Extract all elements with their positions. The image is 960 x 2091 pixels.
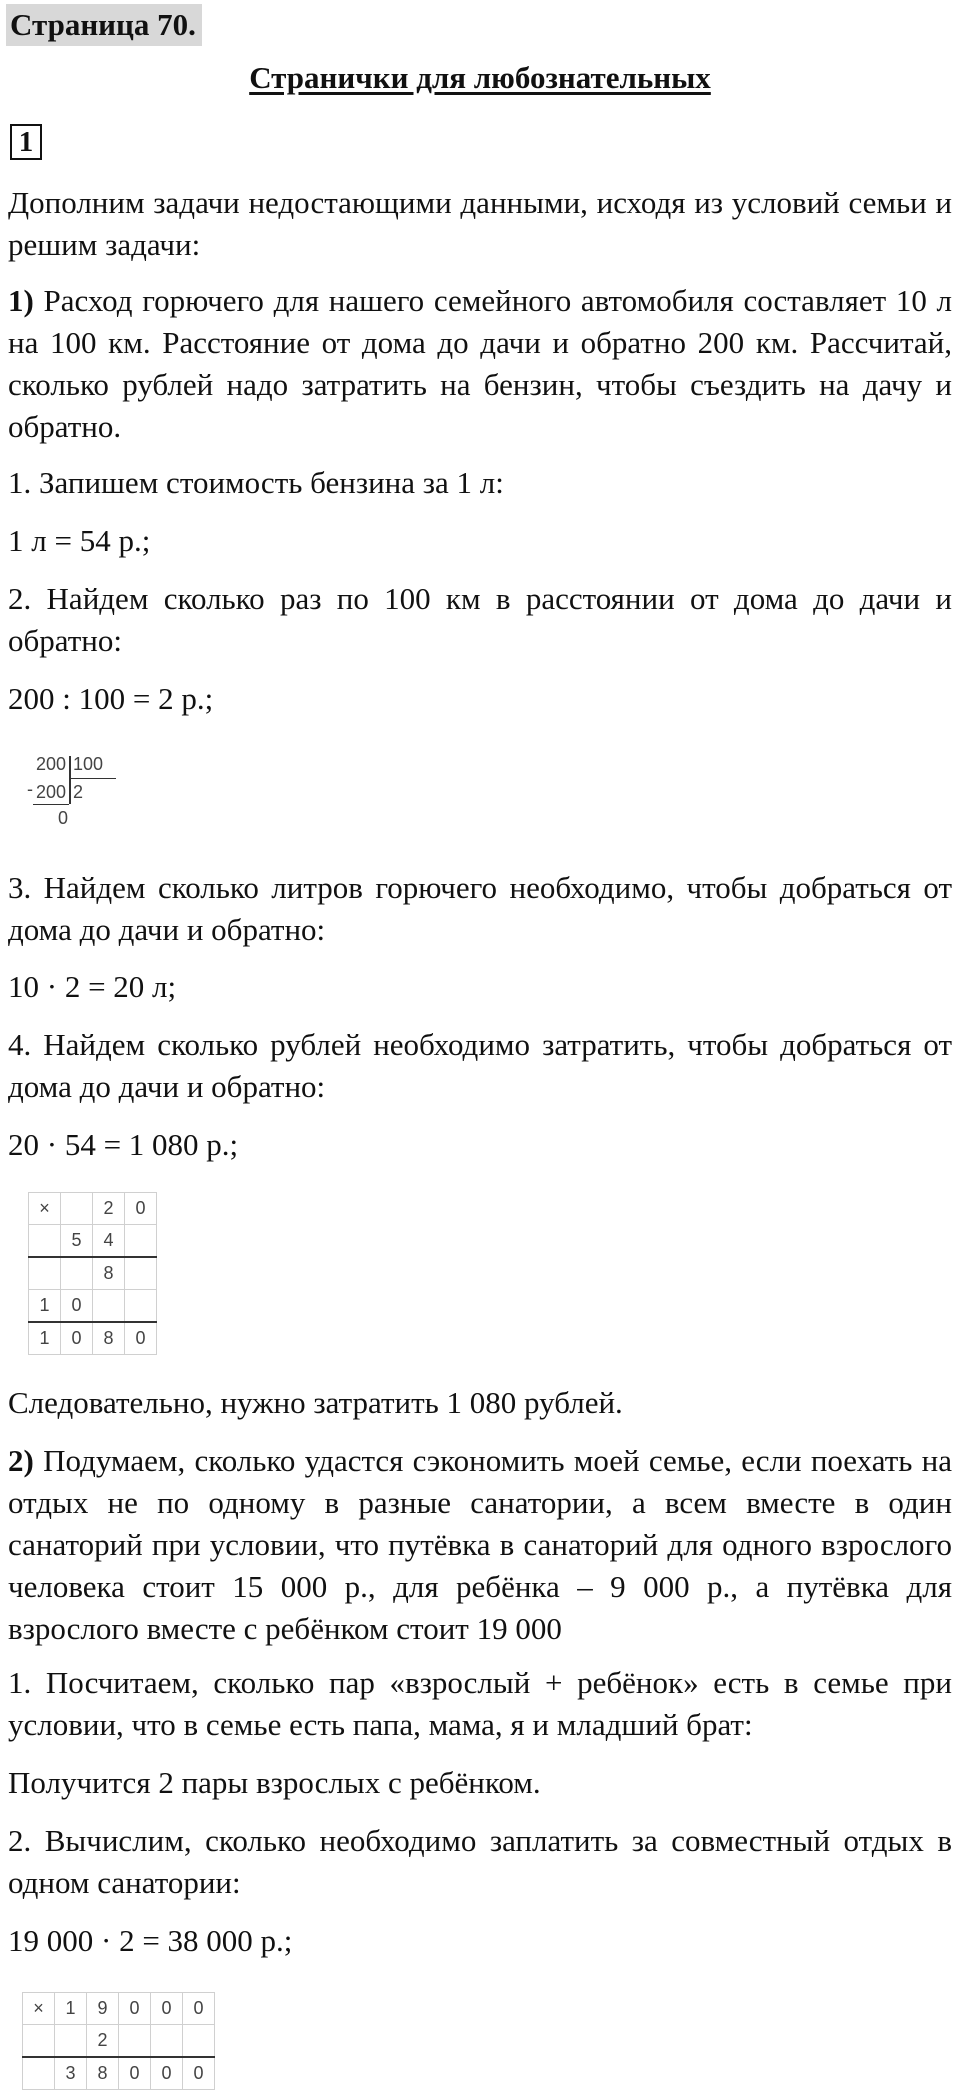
grid-cell: 0 (151, 1993, 183, 2025)
grid-cell: 1 (29, 1322, 61, 1355)
p1-equation-2: 200 : 100 = 2 р.; (8, 681, 214, 716)
division-vertical-line (69, 756, 71, 804)
problem-1-body: Расход горючего для нашего семейного автомобиля составляет 10 л на 100 км. Расстояние от дома до дачи и обратно 200 км. Рассчитай, сколько рублей надо затратить на бензин, чтобы съездить на дачу и обратно. (8, 283, 952, 444)
grid-cell: 0 (119, 2057, 151, 2090)
grid-cell: 0 (183, 2057, 215, 2090)
grid-cell: 0 (125, 1193, 157, 1225)
division-dividend: 200 (36, 754, 67, 774)
problem-2-body: Подумаем, сколько удастся сэкономить моей семье, если поехать на отдых не по одному в разные санатории, а всем вместе в один санаторий при условии, что путёвка в санаторий для одного взрослого человека стоит 15 000 р., для ребёнка – 9 000 р., а путёвка для взрослого вместе с ребёнком стоит 19 000 (8, 1443, 952, 1646)
division-quotient: 2 (73, 782, 84, 802)
problem-1-number: 1) (8, 283, 34, 318)
grid-cell: 2 (87, 2025, 119, 2058)
grid-row (29, 1225, 157, 1258)
grid-cell: 1 (29, 1290, 61, 1323)
problem-1-text (8, 280, 952, 448)
grid-cell: 8 (93, 1257, 125, 1290)
intro-text: Дополним задачи недостающими данными, исходя из условий семьи и решим задачи: (8, 185, 952, 262)
grid-cell: 8 (87, 2057, 119, 2090)
multiply-sign: × (29, 1193, 61, 1225)
grid-cell (125, 1257, 157, 1290)
division-divisor: 100 (73, 754, 104, 774)
grid-cell (29, 1225, 61, 1258)
grid-cell (61, 1193, 93, 1225)
p1-equation-1: 1 л = 54 р.; (8, 523, 151, 558)
grid-cell: 0 (61, 1322, 93, 1355)
grid-cell: 8 (93, 1322, 125, 1355)
grid-cell (151, 2025, 183, 2058)
grid-cell: 2 (93, 1193, 125, 1225)
grid-cell: 0 (183, 1993, 215, 2025)
long-division (24, 752, 124, 842)
p2-result-1: Получится 2 пары взрослых с ребёнком. (8, 1765, 541, 1800)
grid-cell: 0 (125, 1322, 157, 1355)
problem-2-text (8, 1440, 952, 1650)
p2-step-1: 1. Посчитаем, сколько пар «взрослый + ребёнок» есть в семье при условии, что в семье есть папа, мама, я и младший брат: (8, 1665, 952, 1742)
grid-cell (55, 2025, 87, 2058)
grid-cell: 0 (151, 2057, 183, 2090)
task-number-box: 1 (10, 124, 42, 160)
grid-cell (125, 1290, 157, 1323)
grid-row (29, 1322, 157, 1355)
grid-row (23, 1993, 215, 2025)
multiplication-grid-1 (28, 1192, 157, 1355)
multiplication-grid-2 (22, 1992, 215, 2090)
grid-cell (93, 1290, 125, 1323)
grid-cell (183, 2025, 215, 2058)
section-title: Странички для любознательных (249, 60, 711, 95)
grid-cell: 9 (87, 1993, 119, 2025)
division-remainder: 0 (58, 808, 69, 828)
division-horizontal-line (70, 778, 116, 779)
p2-step-2: 2. Вычислим, сколько необходимо заплатить за совместный отдых в одном санатории: (8, 1823, 952, 1900)
problem-2-number: 2) (8, 1443, 34, 1478)
grid-row (29, 1193, 157, 1225)
grid-row (23, 2025, 215, 2058)
p1-equation-3: 10 · 2 = 20 л; (8, 969, 177, 1004)
grid-cell (23, 2025, 55, 2058)
p1-equation-4: 20 · 54 = 1 080 р.; (8, 1127, 239, 1162)
p1-step-2: 2. Найдем сколько раз по 100 км в расстоянии от дома до дачи и обратно: (8, 581, 952, 658)
grid-row (29, 1257, 157, 1290)
grid-cell: 3 (55, 2057, 87, 2090)
grid-cell: 1 (55, 1993, 87, 2025)
grid-cell (119, 2025, 151, 2058)
p1-conclusion: Следовательно, нужно затратить 1 080 рублей. (8, 1385, 623, 1420)
division-product: 200 (36, 782, 67, 802)
grid-cell: 5 (61, 1225, 93, 1258)
multiply-sign: × (23, 1993, 55, 2025)
grid-cell (61, 1257, 93, 1290)
grid-cell: 0 (119, 1993, 151, 2025)
grid-row (23, 2057, 215, 2090)
grid-row (29, 1290, 157, 1323)
page-header: Страница 70. (6, 4, 202, 46)
grid-cell: 0 (61, 1290, 93, 1323)
division-underline (33, 804, 69, 805)
grid-cell (125, 1225, 157, 1258)
division-minus: - (27, 779, 33, 799)
grid-cell (23, 2057, 55, 2090)
p1-step-4: 4. Найдем сколько рублей необходимо затратить, чтобы добраться от дома до дачи и обратно: (8, 1027, 952, 1104)
grid-cell: 4 (93, 1225, 125, 1258)
p1-step-1: 1. Запишем стоимость бензина за 1 л: (8, 465, 504, 500)
p1-step-3: 3. Найдем сколько литров горючего необходимо, чтобы добраться от дома до дачи и обратно: (8, 870, 952, 947)
p2-equation-2: 19 000 · 2 = 38 000 р.; (8, 1923, 293, 1958)
grid-cell (29, 1257, 61, 1290)
